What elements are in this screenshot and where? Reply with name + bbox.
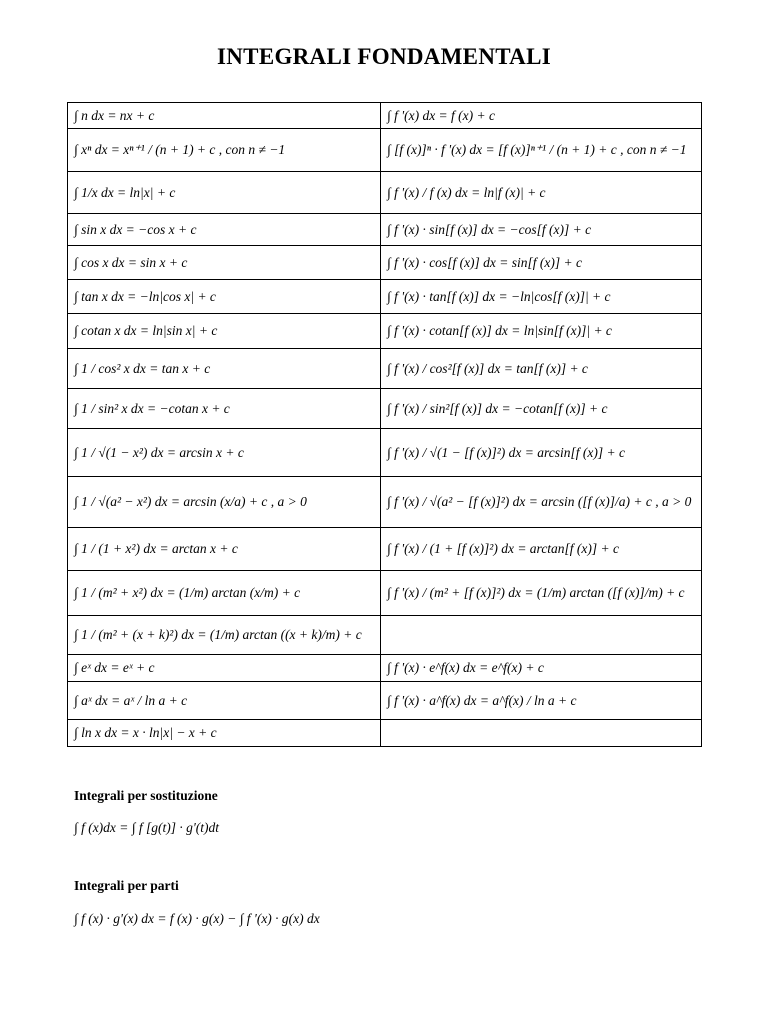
table-row: [68, 103, 702, 129]
table-row: [68, 477, 702, 528]
integral-basic: ∫ 1/x dx = ln|x| + c: [68, 172, 381, 214]
table-row: [68, 129, 702, 172]
integral-basic: ∫ tan x dx = −ln|cos x| + c: [68, 280, 381, 314]
integral-basic: ∫ aˣ dx = aˣ / ln a + c: [68, 682, 381, 720]
integral-composite: ∫ f '(x) / sin²[f (x)] dx = −cotan[f (x)] + c: [381, 389, 702, 429]
table-row: [68, 429, 702, 477]
parts-formula: ∫ f (x) · g'(x) dx = f (x) · g(x) − ∫ f '(x) · g(x) dx: [74, 911, 320, 926]
integral-composite: ∫ f '(x) · a^f(x) dx = a^f(x) / ln a + c: [381, 682, 702, 720]
integral-composite: ∫ f '(x) · e^f(x) dx = e^f(x) + c: [381, 655, 702, 682]
integral-basic: ∫ n dx = nx + c: [68, 103, 381, 129]
integral-basic: ∫ eˣ dx = eˣ + c: [68, 655, 381, 682]
table-row: [68, 528, 702, 571]
integral-basic: ∫ 1 / (m² + (x + k)²) dx = (1/m) arctan ((x + k)/m) + c: [68, 616, 381, 655]
integral-composite: ∫ f '(x) / √(1 − [f (x)]²) dx = arcsin[f (x)] + c: [381, 429, 702, 477]
table-row: [68, 314, 702, 349]
integral-basic: ∫ cotan x dx = ln|sin x| + c: [68, 314, 381, 349]
parts-heading: Integrali per parti: [74, 878, 179, 893]
integral-composite: ∫ f '(x) / (m² + [f (x)]²) dx = (1/m) arctan ([f (x)]/m) + c: [381, 571, 702, 616]
integral-composite: ∫ f '(x) / f (x) dx = ln|f (x)| + c: [381, 172, 702, 214]
integral-basic: ∫ xⁿ dx = xⁿ⁺¹ / (n + 1) + c , con n ≠ −1: [68, 129, 381, 172]
integral-basic: ∫ 1 / (m² + x²) dx = (1/m) arctan (x/m) + c: [68, 571, 381, 616]
integral-composite: ∫ [f (x)]ⁿ · f '(x) dx = [f (x)]ⁿ⁺¹ / (n + 1) + c , con n ≠ −1: [381, 129, 702, 172]
substitution-heading: Integrali per sostituzione: [74, 788, 218, 803]
page-title: INTEGRALI FONDAMENTALI: [217, 44, 551, 69]
integral-basic: ∫ 1 / (1 + x²) dx = arctan x + c: [68, 528, 381, 571]
integral-composite: ∫ f '(x) · sin[f (x)] dx = −cos[f (x)] + c: [381, 214, 702, 246]
integral-composite: ∫ f '(x) · cotan[f (x)] dx = ln|sin[f (x)]| + c: [381, 314, 702, 349]
integral-basic: ∫ 1 / √(a² − x²) dx = arcsin (x/a) + c , a > 0: [68, 477, 381, 528]
table-row: [68, 389, 702, 429]
integral-basic: ∫ ln x dx = x · ln|x| − x + c: [68, 720, 381, 747]
table-row: [68, 214, 702, 246]
table-row: [68, 682, 702, 720]
table-row: [68, 172, 702, 214]
integral-basic: ∫ sin x dx = −cos x + c: [68, 214, 381, 246]
integral-composite: [381, 616, 702, 655]
integral-basic: ∫ 1 / √(1 − x²) dx = arcsin x + c: [68, 429, 381, 477]
table-row: [68, 655, 702, 682]
integral-composite: ∫ f '(x) · cos[f (x)] dx = sin[f (x)] + c: [381, 246, 702, 280]
integral-composite: ∫ f '(x) · tan[f (x)] dx = −ln|cos[f (x)]| + c: [381, 280, 702, 314]
substitution-formula: ∫ f (x)dx = ∫ f [g(t)] · g'(t)dt: [74, 820, 219, 835]
table-row: [68, 720, 702, 747]
integral-composite: ∫ f '(x) / √(a² − [f (x)]²) dx = arcsin ([f (x)]/a) + c , a > 0: [381, 477, 702, 528]
integral-composite: ∫ f '(x) / cos²[f (x)] dx = tan[f (x)] + c: [381, 349, 702, 389]
integral-composite: [381, 720, 702, 747]
integral-basic: ∫ cos x dx = sin x + c: [68, 246, 381, 280]
integral-composite: ∫ f '(x) / (1 + [f (x)]²) dx = arctan[f (x)] + c: [381, 528, 702, 571]
table-row: [68, 349, 702, 389]
integral-basic: ∫ 1 / sin² x dx = −cotan x + c: [68, 389, 381, 429]
integral-composite: ∫ f '(x) dx = f (x) + c: [381, 103, 702, 129]
table-row: [68, 246, 702, 280]
integrals-table: [67, 102, 702, 747]
integral-basic: ∫ 1 / cos² x dx = tan x + c: [68, 349, 381, 389]
table-row: [68, 280, 702, 314]
table-row: [68, 616, 702, 655]
table-row: [68, 571, 702, 616]
